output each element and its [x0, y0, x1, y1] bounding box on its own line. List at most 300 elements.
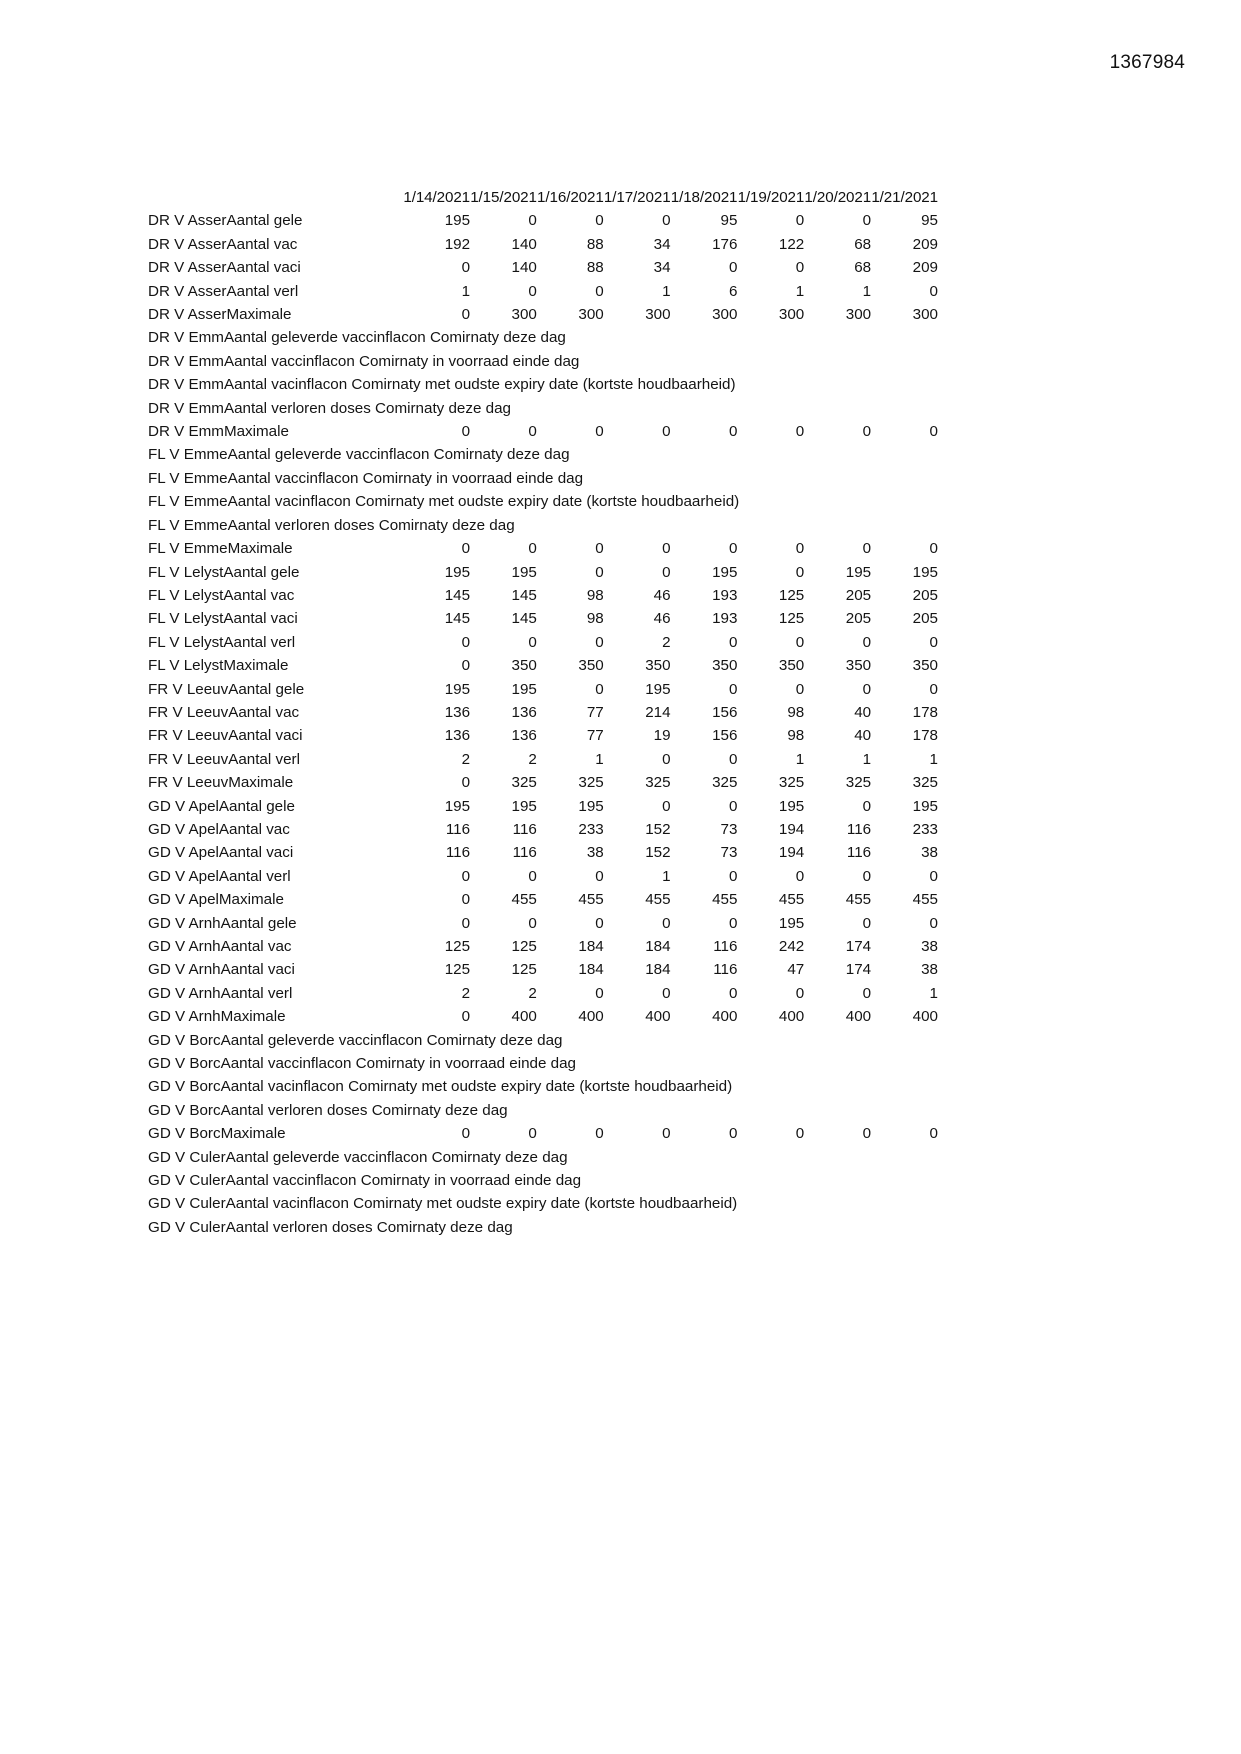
row-label-truncated	[148, 561, 403, 584]
table-cell-value: 0	[728, 750, 738, 768]
table-cell-value: 325	[912, 774, 938, 792]
table-row	[148, 654, 938, 677]
row-label-text: GD V ArnhAantal gele	[148, 914, 297, 932]
table-cell-value: 325	[645, 774, 671, 792]
row-label-full: FL V EmmeAantal vaccinflacon Comirnaty in voorraad einde dag	[148, 469, 584, 487]
table-cell-value: 455	[511, 891, 537, 909]
row-label-text: DR V EmmMaximale	[148, 423, 289, 441]
table-row	[148, 326, 938, 349]
table-cell-value: 88	[586, 235, 604, 253]
table-cell-value: 400	[645, 1008, 671, 1026]
table-cell-value: 0	[862, 540, 872, 558]
row-label-text: FR V LeeuvAantal vac	[148, 703, 300, 721]
row-label-full: GD V CulerAantal vacinflacon Comirnaty met oudste expiry date (kortste houdbaarheid)	[148, 1195, 738, 1213]
table-cell-value: 0	[728, 633, 738, 651]
table-cell-value: 195	[444, 797, 471, 815]
table-cell-value: 98	[586, 586, 604, 604]
table-cell-value: 350	[712, 657, 738, 675]
row-label-full: GD V BorcAantal vacinflacon Comirnaty met oudste expiry date (kortste houdbaarheid)	[148, 1078, 733, 1096]
row-label-full: GD V BorcAantal vaccinflacon Comirnaty in voorraad einde dag	[148, 1055, 577, 1073]
table-row	[148, 373, 938, 396]
row-label-text: FL V LelystAantal vac	[148, 586, 295, 604]
row-label-truncated	[148, 982, 403, 1005]
table-cell-value: 0	[528, 633, 537, 651]
table-row	[148, 748, 938, 771]
table-cell-value: 95	[720, 212, 738, 230]
table-cell-value: 0	[795, 984, 805, 1002]
table-cell-value: 0	[929, 282, 938, 300]
table-cell-value: 0	[662, 750, 671, 768]
column-header-date: 1/15/2021	[470, 189, 537, 206]
table-cell-value: 116	[846, 844, 872, 862]
table-cell-value: 0	[862, 867, 872, 885]
table-cell-value: 0	[728, 1125, 738, 1143]
table-cell-value: 195	[511, 680, 537, 698]
row-label-text: FL V LelystMaximale	[148, 657, 289, 675]
table-cell-value: 1	[795, 750, 805, 768]
table-cell-value: 455	[578, 891, 604, 909]
table-cell-value: 116	[445, 844, 471, 862]
table-row	[148, 678, 938, 701]
table-cell-value: 0	[862, 423, 872, 441]
row-label-truncated	[148, 209, 403, 232]
table-cell-value: 88	[586, 259, 604, 277]
table-cell-value: 38	[586, 844, 604, 862]
table-cell-value: 0	[528, 914, 537, 932]
table-cell-value: 2	[528, 984, 537, 1002]
table-cell-value: 0	[528, 423, 537, 441]
table-row	[148, 1192, 938, 1215]
table-cell-value: 195	[578, 797, 604, 815]
row-label-text: GD V BorcMaximale	[148, 1125, 286, 1143]
table-cell-value: 0	[595, 423, 604, 441]
table-row	[148, 771, 938, 794]
table-cell-value: 455	[712, 891, 738, 909]
row-label-text: GD V ArnhAantal vac	[148, 938, 292, 955]
row-label-full: GD V CulerAantal geleverde vaccinflacon Comirnaty deze dag	[148, 1148, 568, 1166]
table-cell-value: 325	[845, 774, 872, 792]
row-label-truncated	[148, 537, 403, 560]
row-label-truncated	[148, 795, 403, 818]
table-cell-value: 209	[912, 235, 938, 253]
row-label-full: FL V EmmeAantal geleverde vaccinflacon Comirnaty deze dag	[148, 446, 570, 464]
table-header-row	[148, 186, 938, 209]
table-row	[148, 280, 938, 303]
table-cell-value: 195	[511, 563, 537, 581]
table-row	[148, 233, 938, 256]
table-cell-value: 95	[921, 212, 938, 230]
table-cell-value: 0	[595, 563, 604, 581]
table-cell-value: 125	[778, 610, 805, 628]
table-cell-value: 300	[645, 306, 671, 324]
table-cell-value: 156	[712, 703, 738, 721]
table-cell-value: 0	[929, 680, 938, 698]
column-header-date: 1/16/2021	[537, 189, 604, 206]
table-cell-value: 1	[662, 867, 671, 885]
table-cell-value: 116	[512, 820, 537, 838]
table-cell-value: 195	[912, 563, 938, 581]
table-cell-value: 195	[712, 563, 738, 581]
table-cell-value: 125	[511, 938, 537, 955]
row-label-text: FL V LelystAantal gele	[148, 563, 300, 581]
row-label-text: FR V LeeuvAantal verl	[148, 750, 300, 768]
row-label-full: GD V CulerAantal vaccinflacon Comirnaty in voorraad einde dag	[148, 1172, 582, 1190]
table-cell-value: 0	[929, 633, 938, 651]
table-cell-value: 400	[712, 1008, 738, 1026]
table-cell-value: 350	[912, 657, 938, 675]
table-cell-value: 400	[778, 1008, 805, 1026]
table-cell-value: 1	[795, 282, 805, 300]
table-cell-value: 455	[912, 891, 938, 909]
table-cell-value: 0	[728, 797, 738, 815]
table-row	[148, 397, 938, 420]
row-label-truncated	[148, 420, 403, 443]
table-cell-value: 0	[728, 259, 738, 277]
table-cell-value: 0	[461, 657, 471, 675]
row-label-truncated	[148, 818, 403, 841]
row-label-text: DR V AsserAantal vac	[148, 235, 298, 253]
spreadsheet-block	[148, 186, 938, 1239]
table-cell-value: 0	[728, 680, 738, 698]
table-cell-value: 300	[511, 306, 537, 324]
table-cell-value: 0	[595, 212, 604, 230]
table-row	[148, 631, 938, 654]
table-cell-value: 1	[862, 282, 872, 300]
row-label-truncated	[148, 607, 403, 630]
row-label-truncated	[148, 841, 403, 864]
table-cell-value: 46	[653, 610, 671, 628]
table-cell-value: 136	[444, 703, 471, 721]
table-cell-value: 77	[586, 727, 604, 745]
table-cell-value: 0	[728, 867, 738, 885]
table-row	[148, 841, 938, 864]
table-cell-value: 0	[461, 914, 471, 932]
table-cell-value: 145	[511, 586, 537, 604]
row-label-text: GD V ApelAantal vaci	[148, 844, 294, 862]
table-cell-value: 300	[845, 306, 872, 324]
table-cell-value: 300	[712, 306, 738, 324]
table-row	[148, 443, 938, 466]
table-cell-value: 0	[728, 984, 738, 1002]
table-cell-value: 455	[845, 891, 872, 909]
table-row	[148, 724, 938, 747]
table-cell-value: 0	[929, 1125, 938, 1143]
table-cell-value: 77	[586, 703, 604, 721]
table-cell-value: 0	[795, 423, 805, 441]
table-cell-value: 300	[578, 306, 604, 324]
column-header-date: 1/21/2021	[871, 189, 938, 206]
table-row	[148, 1029, 938, 1052]
column-header-date: 1/14/2021	[403, 189, 471, 206]
table-cell-value: 184	[645, 938, 671, 955]
table-row	[148, 935, 938, 958]
table-cell-value: 0	[528, 212, 537, 230]
table-cell-value: 192	[444, 235, 471, 253]
row-label-truncated	[148, 303, 403, 326]
table-cell-value: 194	[778, 820, 805, 838]
table-row	[148, 888, 938, 911]
table-cell-value: 205	[845, 586, 872, 604]
table-cell-value: 0	[662, 1125, 671, 1143]
table-cell-value: 73	[720, 820, 738, 838]
table-cell-value: 0	[795, 540, 805, 558]
row-label-truncated	[148, 631, 403, 654]
table-cell-value: 116	[512, 844, 537, 862]
row-label-text: FL V EmmeMaximale	[148, 540, 293, 558]
table-row	[148, 490, 938, 513]
row-label-text: GD V ArnhMaximale	[148, 1008, 286, 1026]
table-cell-value: 0	[528, 282, 537, 300]
table-cell-value: 0	[662, 540, 671, 558]
row-label-truncated	[148, 233, 403, 256]
column-header-date: 1/19/2021	[737, 189, 805, 206]
table-cell-value: 0	[461, 867, 471, 885]
table-cell-value: 2	[662, 633, 671, 651]
table-cell-value: 325	[578, 774, 604, 792]
row-label-text: GD V ApelAantal gele	[148, 797, 295, 815]
table-cell-value: 242	[778, 938, 805, 955]
table-cell-value: 46	[653, 586, 671, 604]
table-cell-value: 178	[912, 703, 938, 721]
table-cell-value: 0	[795, 563, 805, 581]
header-corner-cell	[148, 186, 403, 209]
row-label-text: DR V AsserAantal gele	[148, 212, 303, 230]
table-row	[148, 1052, 938, 1075]
row-label-truncated	[148, 912, 403, 935]
table-cell-value: 400	[511, 1008, 537, 1026]
table-cell-value: 194	[778, 844, 805, 862]
table-cell-value: 73	[720, 844, 738, 862]
table-cell-value: 98	[586, 610, 604, 628]
table-cell-value: 455	[778, 891, 805, 909]
table-row	[148, 818, 938, 841]
table-cell-value: 116	[445, 820, 471, 838]
table-cell-value: 0	[728, 914, 738, 932]
table-cell-value: 0	[795, 680, 805, 698]
table-cell-value: 195	[912, 797, 938, 815]
table-cell-value: 174	[845, 938, 872, 955]
table-cell-value: 350	[578, 657, 604, 675]
table-cell-value: 38	[921, 844, 938, 862]
table-cell-value: 184	[645, 961, 671, 979]
table-cell-value: 0	[728, 423, 738, 441]
row-label-full: DR V EmmAantal verloren doses Comirnaty deze dag	[148, 399, 511, 417]
table-cell-value: 176	[712, 235, 738, 253]
table-cell-value: 178	[912, 727, 938, 745]
table-cell-value: 350	[845, 657, 872, 675]
row-label-truncated	[148, 654, 403, 677]
table-row	[148, 795, 938, 818]
table-cell-value: 145	[511, 610, 537, 628]
table-cell-value: 116	[846, 820, 872, 838]
table-cell-value: 0	[929, 914, 938, 932]
table-cell-value: 0	[862, 680, 872, 698]
row-label-text: FL V LelystAantal verl	[148, 633, 296, 651]
table-cell-value: 34	[653, 235, 671, 253]
table-cell-value: 152	[645, 820, 671, 838]
table-cell-value: 350	[645, 657, 671, 675]
table-cell-value: 38	[921, 961, 938, 979]
table-cell-value: 300	[778, 306, 805, 324]
row-label-truncated	[148, 935, 403, 958]
row-label-text: GD V ApelAantal verl	[148, 867, 291, 885]
page-folio-number: 1367984	[1109, 52, 1185, 73]
table-cell-value: 0	[461, 1125, 471, 1143]
table-cell-value: 0	[862, 797, 872, 815]
column-header-date: 1/20/2021	[804, 189, 872, 206]
row-label-truncated	[148, 701, 403, 724]
table-cell-value: 1	[929, 750, 938, 768]
table-cell-value: 34	[653, 259, 671, 277]
table-body	[148, 209, 938, 1239]
table-cell-value: 0	[461, 891, 471, 909]
table-row	[148, 561, 938, 584]
table-cell-value: 0	[528, 867, 537, 885]
row-label-truncated	[148, 888, 403, 911]
table-cell-value: 0	[461, 774, 471, 792]
column-header-date: 1/18/2021	[670, 189, 738, 206]
table-cell-value: 195	[845, 563, 872, 581]
table-cell-value: 325	[511, 774, 537, 792]
table-cell-value: 1	[461, 282, 471, 300]
table-cell-value: 145	[444, 610, 471, 628]
table-cell-value: 0	[862, 914, 872, 932]
row-label-truncated	[148, 771, 403, 794]
table-cell-value: 0	[662, 563, 671, 581]
table-head	[148, 186, 938, 209]
table-cell-value: 1	[662, 282, 671, 300]
table-row	[148, 1122, 938, 1145]
table-row	[148, 958, 938, 981]
table-cell-value: 0	[595, 984, 604, 1002]
row-label-text: FL V LelystAantal vaci	[148, 610, 298, 628]
table-row	[148, 1216, 938, 1239]
table-row	[148, 209, 938, 232]
table-cell-value: 125	[511, 961, 537, 979]
table-row	[148, 1099, 938, 1122]
table-cell-value: 0	[728, 540, 738, 558]
table-cell-value: 0	[528, 1125, 537, 1143]
table-row	[148, 514, 938, 537]
table-cell-value: 0	[795, 633, 805, 651]
table-cell-value: 400	[578, 1008, 604, 1026]
row-label-text: DR V AsserAantal verl	[148, 282, 299, 300]
table-cell-value: 136	[511, 727, 537, 745]
table-cell-value: 125	[444, 961, 471, 979]
row-label-text: DR V AsserMaximale	[148, 306, 292, 324]
table-cell-value: 136	[444, 727, 471, 745]
row-label-text: DR V AsserAantal vaci	[148, 259, 301, 277]
table-cell-value: 68	[854, 259, 872, 277]
row-label-full: GD V BorcAantal verloren doses Comirnaty deze dag	[148, 1101, 508, 1119]
row-label-truncated	[148, 1005, 403, 1028]
table-row	[148, 912, 938, 935]
table-cell-value: 0	[595, 540, 604, 558]
table-cell-value: 152	[645, 844, 671, 862]
row-label-full: FL V EmmeAantal vacinflacon Comirnaty met oudste expiry date (kortste houdbaarheid)	[148, 493, 740, 511]
table-cell-value: 0	[528, 540, 537, 558]
table-cell-value: 350	[778, 657, 805, 675]
table-cell-value: 214	[645, 703, 671, 721]
table-cell-value: 0	[662, 423, 671, 441]
table-cell-value: 125	[778, 586, 805, 604]
table-cell-value: 0	[595, 867, 604, 885]
row-label-truncated	[148, 748, 403, 771]
table-row	[148, 1005, 938, 1028]
table-cell-value: 195	[444, 680, 471, 698]
row-label-truncated	[148, 724, 403, 747]
table-cell-value: 0	[929, 867, 938, 885]
table-cell-value: 184	[578, 938, 604, 955]
table-cell-value: 195	[444, 212, 471, 230]
table-cell-value: 2	[528, 750, 537, 768]
table-cell-value: 1	[929, 984, 938, 1002]
row-label-full: DR V EmmAantal vaccinflacon Comirnaty in voorraad einde dag	[148, 352, 580, 370]
row-label-text: GD V ApelMaximale	[148, 891, 284, 909]
table-cell-value: 68	[854, 235, 872, 253]
row-label-truncated	[148, 865, 403, 888]
table-cell-value: 0	[662, 797, 671, 815]
table-cell-value: 19	[653, 727, 671, 745]
table-cell-value: 0	[461, 633, 471, 651]
table-row	[148, 303, 938, 326]
table-cell-value: 0	[929, 540, 938, 558]
table-cell-value: 400	[845, 1008, 872, 1026]
table-cell-value: 0	[662, 984, 671, 1002]
table-row	[148, 607, 938, 630]
table-cell-value: 40	[854, 703, 872, 721]
table-cell-value: 0	[595, 914, 604, 932]
table-cell-value: 2	[461, 750, 471, 768]
table-cell-value: 184	[578, 961, 604, 979]
row-label-text: FR V LeeuvMaximale	[148, 774, 294, 792]
table-row	[148, 865, 938, 888]
table-cell-value: 233	[578, 820, 604, 838]
table-cell-value: 195	[511, 797, 537, 815]
table-cell-value: 0	[862, 212, 872, 230]
row-label-full: GD V BorcAantal geleverde vaccinflacon Comirnaty deze dag	[148, 1031, 563, 1049]
table-cell-value: 0	[795, 212, 805, 230]
table-cell-value: 400	[912, 1008, 938, 1026]
row-label-truncated	[148, 584, 403, 607]
table-cell-value: 140	[511, 235, 537, 253]
table-cell-value: 0	[862, 633, 872, 651]
table-cell-value: 350	[511, 657, 537, 675]
row-label-truncated	[148, 280, 403, 303]
table-cell-value: 156	[712, 727, 738, 745]
table-cell-value: 1	[862, 750, 872, 768]
table-cell-value: 233	[912, 820, 938, 838]
table-cell-value: 0	[929, 423, 938, 441]
table-cell-value: 47	[787, 961, 805, 979]
table-cell-value: 325	[712, 774, 738, 792]
row-label-truncated	[148, 958, 403, 981]
table-row	[148, 420, 938, 443]
table-cell-value: 193	[712, 586, 738, 604]
table-cell-value: 205	[912, 610, 938, 628]
table-cell-value: 195	[444, 563, 471, 581]
row-label-truncated	[148, 678, 403, 701]
table-cell-value: 136	[511, 703, 537, 721]
table-cell-value: 0	[662, 212, 671, 230]
table-row	[148, 350, 938, 373]
table-row	[148, 1146, 938, 1169]
table-cell-value: 193	[712, 610, 738, 628]
table-cell-value: 40	[854, 727, 872, 745]
table-cell-value: 98	[787, 703, 805, 721]
table-cell-value: 2	[461, 984, 471, 1002]
table-cell-value: 455	[645, 891, 671, 909]
